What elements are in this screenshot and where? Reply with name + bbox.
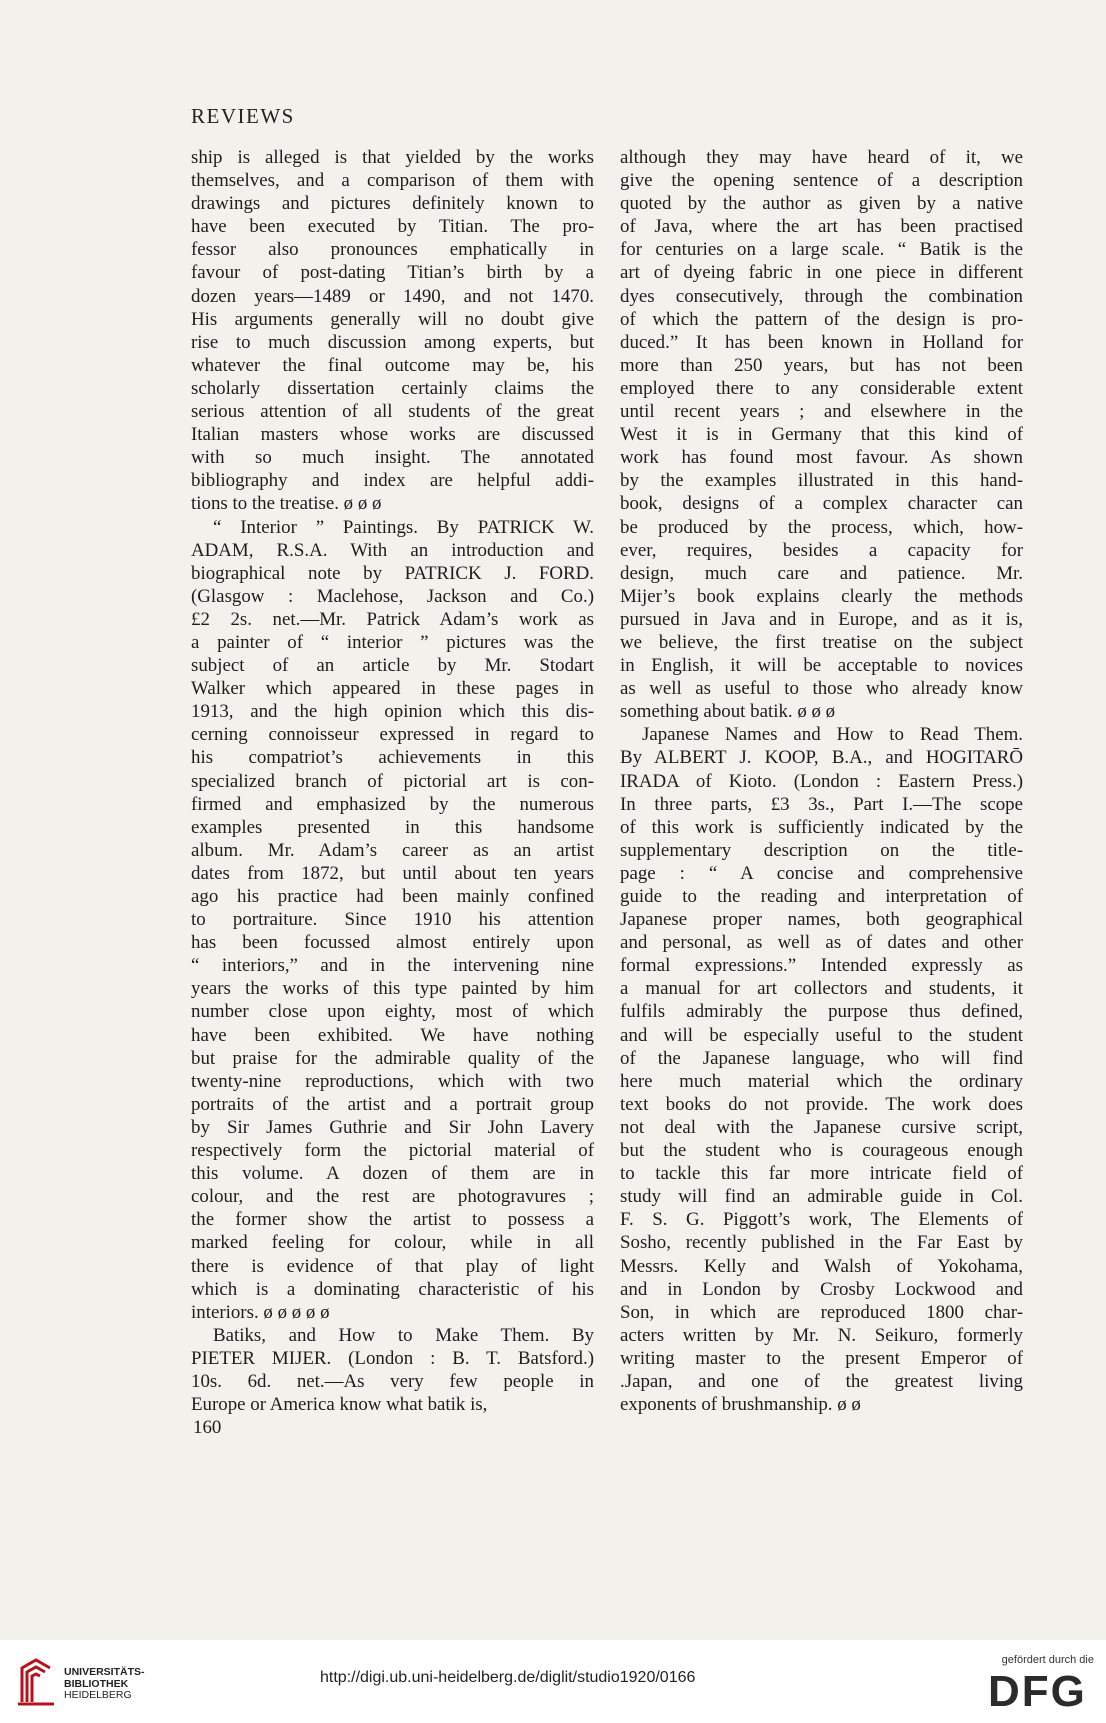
left-column [191,146,594,1439]
left-column-line: Batiks, and How to Make Them. By [213,1324,594,1346]
left-column-line: favour of post-dating Titian’s birth by a [191,262,594,284]
right-column-line: In three parts, £3 3s., Part I.—The scope [620,793,1023,815]
left-column-line: Europe or America know what batik is, [191,1394,488,1416]
left-column-line: ago his practice had been mainly confined [191,886,594,907]
library-name-line1: UNIVERSITÄTS- [64,1666,145,1678]
left-column-line: firmed and emphasized by the numerous [191,793,594,815]
right-column-line: be produced by the process, which, how- [620,516,1023,538]
library-name-line2: BIBLIOTHEK [64,1677,129,1690]
right-column-line: work has found most favour. As shown [620,447,1023,469]
left-column-line: 1913, and the high opinion which this dis- [191,701,594,723]
right-column-line: book, designs of a complex character can [620,493,1023,515]
right-column-line: although they may have heard of it, we [620,147,1023,168]
digitization-footer [0,1640,1106,1723]
right-column-line: in English, it will be acceptable to novices [620,655,1023,677]
right-column-line: but the student who is courageous enough [620,1140,1023,1162]
right-column-line: IRADA of Kioto. (London : Eastern Press.) [620,770,1023,792]
left-column-line: subject of an article by Mr. Stodart [191,655,594,677]
left-column-line: biographical note by PATRICK J. FORD. [191,562,594,584]
left-column-line: “ interiors,” and in the intervening nine [191,955,594,977]
left-column-line: but praise for the admirable quality of the [191,1047,594,1069]
left-column-line: serious attention of all students of the great [191,401,594,423]
left-column-line: whatever the final outcome may be, his [191,354,594,376]
right-column-line: and will be especially useful to the student [620,1024,1023,1046]
left-column-line: to portraiture. Since 1910 his attention [191,909,594,931]
source-url-link[interactable]: http://digi.ub.uni-heidelberg.de/diglit/studio1920/0166 [320,1669,696,1686]
right-column-line: and in London by Crosby Lockwood and [620,1278,1023,1300]
right-column [620,146,1023,1416]
right-column-line: here much material which the ordinary [620,1070,1023,1092]
left-column-line: have been executed by Titian. The pro- [191,216,594,238]
left-column-line: his compatriot’s achievements in this [191,747,594,769]
left-column-line: Walker which appeared in these pages in [191,678,594,700]
right-column-line: page : “ A concise and comprehensive [620,862,1023,884]
right-column-line: Japanese Names and How to Read Them. [642,724,1023,746]
right-column-line: formal expressions.” Intended expressly as [620,955,1023,977]
right-column-line: By ALBERT J. KOOP, B.A., and HOGITARŌ [620,747,1023,769]
left-column-line: 10s. 6d. net.—As very few people in [191,1370,594,1392]
left-column-line: colour, and the rest are photogravures ; [191,1186,594,1208]
running-head: REVIEWS [191,104,295,128]
left-column-line: there is evidence of that play of light [191,1255,594,1277]
right-column-line: pursued in Java and in Europe, and as it is, [620,608,1023,630]
left-column-line: fessor also pronounces emphatically in [191,239,594,261]
right-column-line: exponents of brushmanship. ø ø [620,1394,861,1416]
right-column-line: of Java, where the art has been practised [620,216,1023,238]
right-column-line: of the Japanese language, who will find [620,1047,1023,1069]
left-column-line: years the works of this type painted by him [191,978,594,1000]
right-column-line: we believe, the first treatise on the subject [620,631,1023,653]
page-number: 160 [193,1417,222,1439]
left-column-line: (Glasgow : Maclehose, Jackson and Co.) [191,585,594,607]
left-column-line: this volume. A dozen of them are in [191,1163,594,1185]
right-column-line: West it is in Germany that this kind of [620,424,1023,446]
right-column-line: ever, requires, besides a capacity for [620,539,1023,561]
left-column-line: Italian masters whose works are discussed [191,424,594,446]
right-column-line: something about batik. ø ø ø [620,701,836,723]
right-column-line: and personal, as well as of dates and other [620,932,1023,954]
sponsor-text: gefördert durch die [1001,1654,1094,1666]
right-column-line: not deal with the Japanese cursive script, [620,1116,1023,1138]
right-column-line: until recent years ; and elsewhere in the [620,401,1023,423]
right-column-line: by the examples illustrated in this hand- [620,470,1023,492]
left-column-line: specialized branch of pictorial art is con- [191,770,594,792]
right-column-line: as well as useful to those who already know [620,678,1023,700]
left-column-line: “ Interior ” Paintings. By PATRICK W. [213,516,594,538]
left-column-line: respectively form the pictorial material of [191,1140,594,1162]
right-column-line: guide to the reading and interpretation of [620,886,1023,907]
left-column-line: scholarly dissertation certainly claims the [191,377,594,399]
left-column-line: a painter of “ interior ” pictures was the [191,631,594,653]
left-column-line: examples presented in this handsome [191,816,594,838]
library-name-line3: HEIDELBERG [64,1689,132,1701]
right-column-line: writing master to the present Emperor of [620,1347,1023,1369]
left-column-line: rise to much discussion among experts, but [191,331,594,353]
right-column-line: acters written by Mr. N. Seikuro, formerly [620,1324,1023,1346]
right-column-line: of which the pattern of the design is pro- [620,308,1023,330]
right-column-line: of this work is sufficiently indicated by the [620,816,1023,838]
right-column-line: Sosho, recently published in the Far East by [620,1232,1023,1254]
university-library-logo-icon [14,1656,58,1708]
left-column-line: bibliography and index are helpful addi- [191,470,594,492]
left-column-line: ship is alleged is that yielded by the works [191,147,594,168]
left-column-line: the former show the artist to possess a [191,1209,594,1231]
right-column-line: supplementary description on the title- [620,839,1023,861]
right-column-line: duced.” It has been known in Holland for [620,331,1023,353]
right-column-line: art of dyeing fabric in one piece in different [620,262,1023,284]
right-column-line: employed there to any considerable extent [620,377,1023,399]
right-column-line: F. S. G. Piggott’s work, The Elements of [620,1209,1023,1231]
right-column-line: quoted by the author as given by a native [620,193,1023,215]
left-column-line: portraits of the artist and a portrait group [191,1093,594,1115]
left-column-line: PIETER MIJER. (London : B. T. Batsford.) [191,1347,594,1369]
right-column-line: fulfils admirably the purpose thus defined, [620,1001,1023,1023]
right-column-line: give the opening sentence of a description [620,170,1023,192]
left-column-line: dozen years—1489 or 1490, and not 1470. [191,285,594,307]
right-column-line: a manual for art collectors and students, it [620,978,1023,1000]
right-column-line: text books do not provide. The work does [620,1093,1023,1115]
right-column-line: Mijer’s book explains clearly the methods [620,585,1023,607]
right-column-line: more than 250 years, but has not been [620,354,1023,376]
right-column-line: design, much care and patience. Mr. [620,562,1023,584]
left-column-line: drawings and pictures definitely known to [191,193,594,215]
right-column-line: dyes consecutively, through the combination [620,285,1023,307]
left-column-line: by Sir James Guthrie and Sir John Lavery [191,1116,594,1138]
left-column-line: ADAM, R.S.A. With an introduction and [191,539,594,561]
left-column-line: album. Mr. Adam’s career as an artist [191,839,594,861]
left-column-line: tions to the treatise. ø ø ø [191,493,382,515]
left-column-line: have been exhibited. We have nothing [191,1024,594,1046]
dfg-logo: DFG [988,1667,1087,1716]
left-column-line: £2 2s. net.—Mr. Patrick Adam’s work as [191,608,594,630]
right-column-line: Messrs. Kelly and Walsh of Yokohama, [620,1255,1023,1277]
left-column-line: marked feeling for colour, while in all [191,1232,594,1254]
right-column-line: study will find an admirable guide in Col. [620,1186,1023,1208]
left-column-line: number close upon eighty, most of which [191,1001,594,1023]
left-column-line: His arguments generally will no doubt give [191,308,594,330]
left-column-line: with so much insight. The annotated [191,447,594,469]
right-column-line: Japanese proper names, both geographical [620,909,1023,931]
left-column-line: twenty-nine reproductions, which with two [191,1070,594,1092]
library-name [64,1667,145,1702]
right-column-line: for centuries on a large scale. “ Batik is the [620,239,1023,261]
left-column-line: themselves, and a comparison of them with [191,170,594,192]
left-column-line: dates from 1872, but until about ten years [191,862,594,884]
right-column-line: to tackle this far more intricate field of [620,1163,1023,1185]
left-column-line: cerning connoisseur expressed in regard to [191,724,594,746]
left-column-line: has been focussed almost entirely upon [191,932,594,954]
right-column-line: Son, in which are reproduced 1800 char- [620,1301,1023,1323]
right-column-line: .Japan, and one of the greatest living [620,1370,1023,1392]
left-column-line: interiors. ø ø ø ø ø [191,1301,330,1323]
left-column-line: which is a dominating characteristic of his [191,1278,594,1300]
